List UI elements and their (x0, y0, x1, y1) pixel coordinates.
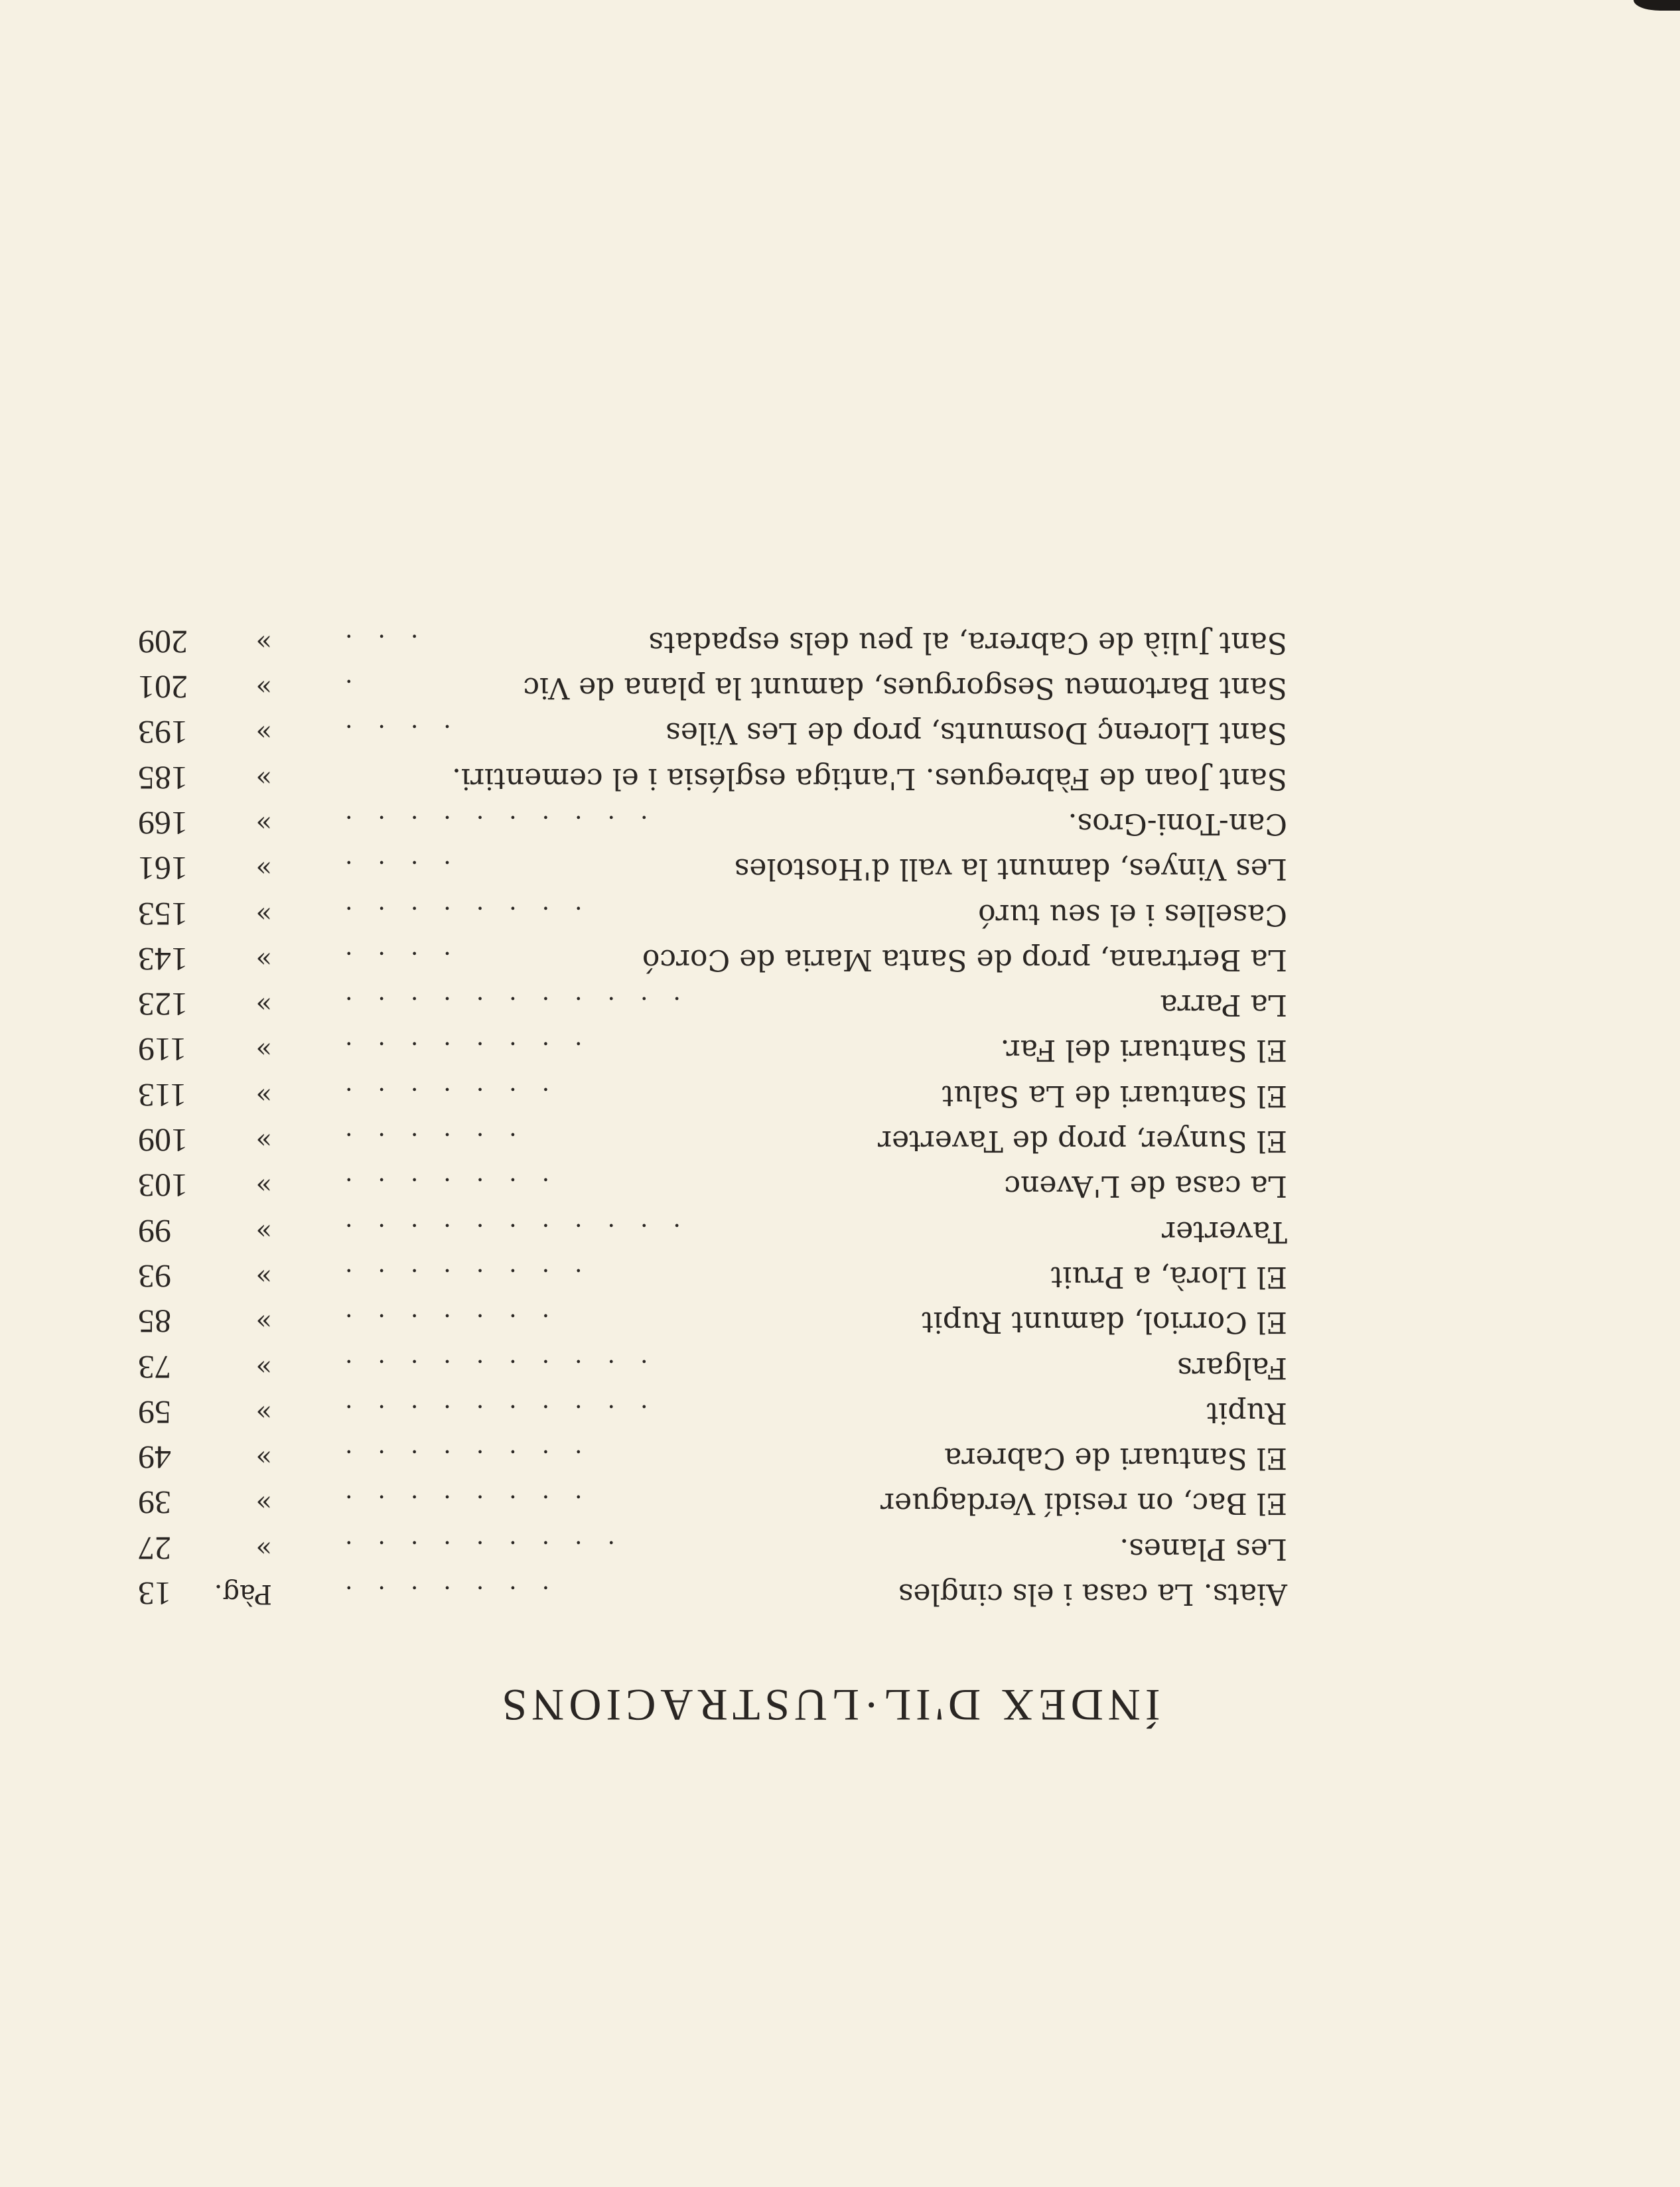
entry-page-marker: » (255, 944, 272, 975)
index-entry (93, 1299, 1287, 1344)
index-entry (93, 891, 1287, 936)
leader-dots: ........ (320, 1036, 583, 1064)
leader-dots: . (320, 674, 353, 702)
entry-title: Sant Julià de Cabrera, al peu dels espadats (648, 625, 1287, 660)
entry-page-marker: » (255, 1216, 272, 1247)
entry-title: Falgars (1177, 1350, 1287, 1385)
page-title: ÍNDEX D'IL·LUSTRACIONS (497, 1680, 1160, 1730)
leader-dots: ...... (320, 1127, 517, 1155)
illustration-index-list (93, 619, 1287, 1616)
entry-page-marker: » (255, 853, 272, 884)
index-entry (93, 1208, 1287, 1253)
entry-page-number: 39 (138, 1484, 171, 1522)
index-entry (93, 1435, 1287, 1480)
index-entry (93, 801, 1287, 846)
entry-page-marker: » (255, 717, 272, 748)
index-entry (93, 1571, 1287, 1616)
entry-page-marker: » (255, 626, 272, 658)
entry-page-marker: Pàg. (214, 1579, 272, 1609)
leader-dots: .......... (320, 1354, 648, 1381)
leader-dots: .... (320, 946, 451, 973)
entry-title: Taverter (1162, 1214, 1287, 1249)
entry-page-marker: » (255, 898, 272, 930)
entry-title: Sant Joan de Fàbregues. L'antiga església i el cementiri. (452, 761, 1287, 796)
index-entry (93, 1118, 1287, 1163)
entry-title: El Santuari de La Salut (942, 1078, 1287, 1113)
index-entry (93, 1525, 1287, 1571)
entry-page-number: 49 (138, 1439, 171, 1477)
entry-title: El Sunyer, prop de Taverter (878, 1124, 1287, 1159)
entry-page-number: 109 (138, 1122, 188, 1160)
leader-dots: .... (320, 855, 451, 883)
leader-dots: .......... (320, 810, 648, 837)
entry-page-number: 201 (138, 669, 188, 707)
entry-title: El Santuari del Far. (1000, 1033, 1287, 1068)
index-entry (93, 1163, 1287, 1208)
entry-title: El Santuari de Cabrera (944, 1441, 1287, 1476)
entry-title: El Corriol, damunt Rupit (922, 1305, 1287, 1340)
entry-page-marker: » (255, 1443, 272, 1474)
leader-dots: ....... (320, 1308, 550, 1336)
entry-page-marker: » (255, 1125, 272, 1157)
entry-title: La Parra (1160, 988, 1287, 1023)
entry-page-number: 73 (138, 1348, 171, 1386)
entry-page-number: 123 (138, 986, 188, 1024)
entry-page-number: 99 (138, 1212, 171, 1250)
entry-title: El Llorà, a Pruit (1050, 1259, 1287, 1294)
leader-dots: ....... (320, 1172, 550, 1200)
entry-page-marker: » (255, 672, 272, 703)
entry-page-marker: » (255, 1397, 272, 1428)
index-entry (93, 937, 1287, 982)
entry-title: Les Vinyes, damunt la vall d'Hostoles (734, 852, 1287, 886)
index-entry (93, 1072, 1287, 1117)
entry-page-number: 103 (138, 1167, 188, 1205)
entry-page-number: 209 (138, 623, 188, 661)
index-entry (93, 710, 1287, 755)
leader-dots: ........ (320, 1490, 583, 1517)
entry-page-marker: » (255, 1306, 272, 1338)
entry-title: Can-Toni-Gros. (1068, 806, 1287, 841)
entry-page-number: 93 (138, 1257, 171, 1295)
index-entry (93, 619, 1287, 664)
entry-page-number: 119 (138, 1031, 187, 1069)
index-entry (93, 1027, 1287, 1072)
entry-title: La Bertrana, prop de Santa Maria de Corcó (642, 942, 1287, 977)
entry-page-marker: » (255, 1533, 272, 1564)
entry-title: Les Planes. (1119, 1531, 1287, 1566)
leader-dots: ....... (320, 1581, 550, 1608)
leader-dots: .......... (320, 1399, 648, 1427)
entry-page-marker: » (255, 1261, 272, 1292)
index-entry (93, 665, 1287, 710)
index-entry (93, 846, 1287, 891)
entry-title: Sant Bartomeu Sesgorgues, damunt la plana de Vic (523, 671, 1287, 705)
leader-dots: ........... (320, 1218, 681, 1245)
index-entry (93, 1480, 1287, 1525)
entry-page-marker: » (255, 989, 272, 1021)
index-entry (93, 982, 1287, 1027)
entry-title: Caselles i el seu turó (978, 897, 1287, 932)
entry-page-number: 153 (138, 895, 188, 933)
entry-page-number: 193 (138, 714, 188, 752)
leader-dots: ......... (320, 1535, 615, 1563)
index-entry (93, 755, 1287, 800)
entry-page-number: 27 (138, 1529, 171, 1567)
entry-page-marker: » (255, 1488, 272, 1519)
leader-dots: ........ (320, 900, 583, 928)
entry-title: El Bac, on residí Verdaguer (880, 1486, 1287, 1521)
leader-dots: ........ (320, 1445, 583, 1472)
entry-page-number: 185 (138, 759, 188, 797)
entry-title: Sant Llorenç Dosmunts, prop de Les Viles (665, 716, 1287, 750)
entry-title: Rupit (1206, 1395, 1287, 1430)
entry-page-number: 169 (138, 804, 188, 842)
entry-page-number: 161 (138, 850, 188, 888)
entry-page-marker: » (255, 1170, 272, 1202)
entry-title: Aiats. La casa i els cingles (898, 1577, 1287, 1611)
index-entry (93, 1344, 1287, 1389)
leader-dots: ........... (320, 991, 681, 1019)
entry-page-marker: » (255, 808, 272, 839)
entry-page-marker: » (255, 1034, 272, 1066)
entry-page-number: 59 (138, 1393, 171, 1431)
leader-dots: .... (320, 719, 451, 747)
entry-page-marker: » (255, 1352, 272, 1383)
index-entry (93, 1390, 1287, 1435)
entry-page-number: 113 (138, 1076, 187, 1114)
index-entry (93, 1254, 1287, 1299)
entry-page-number: 85 (138, 1303, 171, 1341)
entry-page-marker: » (255, 1080, 272, 1111)
entry-title: La casa de L'Avenc (1004, 1169, 1287, 1204)
entry-page-marker: » (255, 762, 272, 794)
entry-page-number: 143 (138, 940, 188, 978)
leader-dots: ....... (320, 1082, 550, 1109)
leader-dots: ... (320, 628, 419, 656)
entry-page-number: 13 (138, 1575, 171, 1612)
leader-dots: ........ (320, 1263, 583, 1291)
